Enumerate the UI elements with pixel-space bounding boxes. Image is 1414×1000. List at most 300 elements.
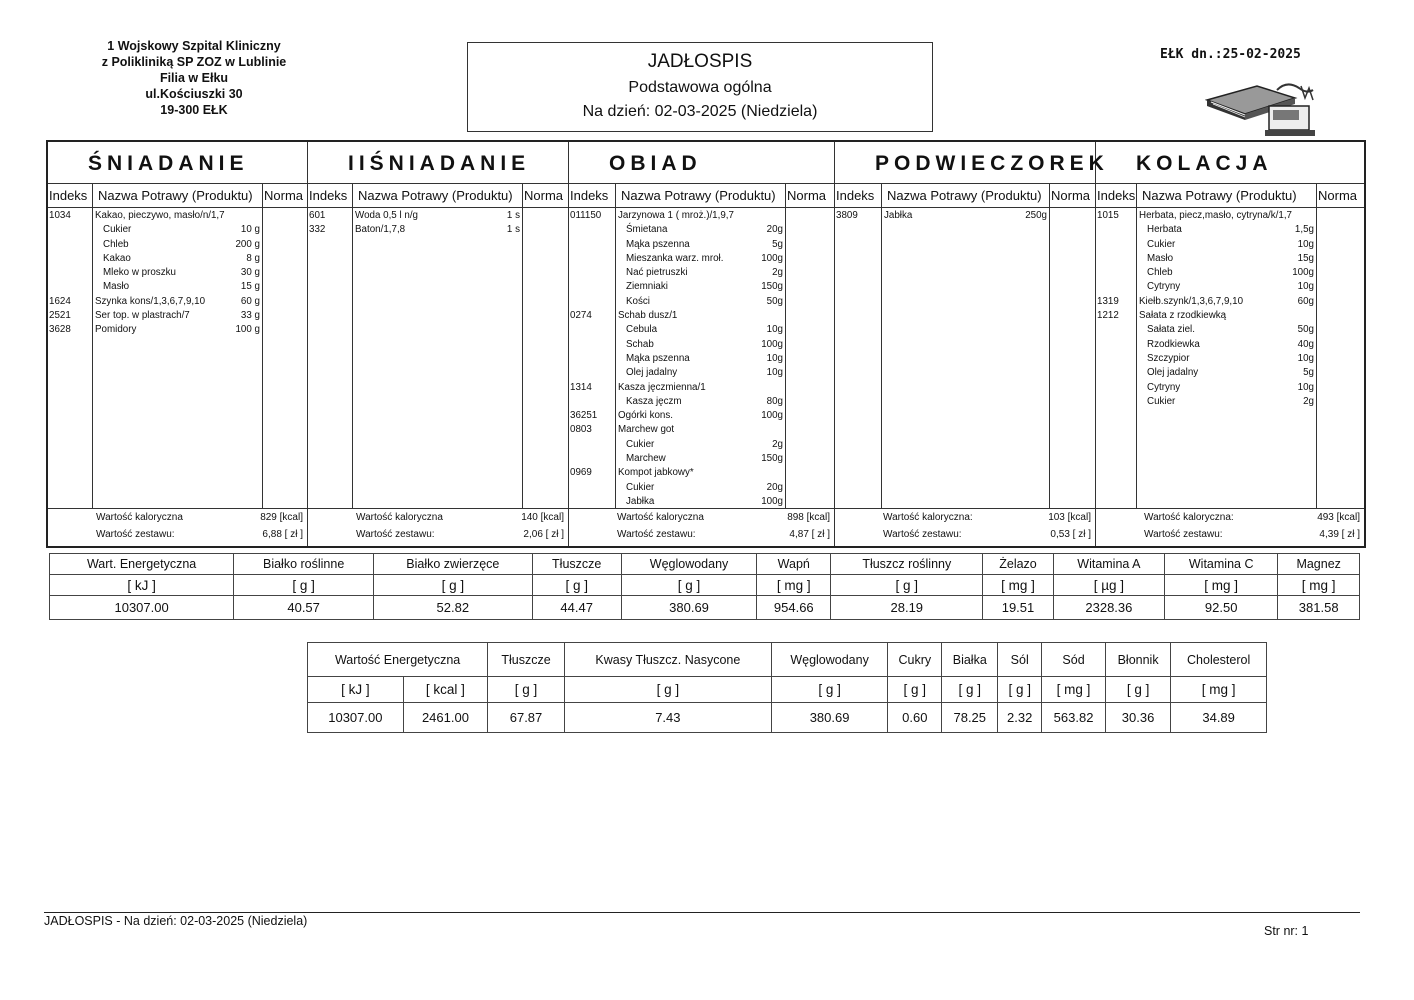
column-header-norm: Norma bbox=[524, 188, 564, 203]
meal-item-row bbox=[1096, 209, 1364, 223]
item-norm: 10g bbox=[1297, 352, 1314, 364]
item-norm: 1 s bbox=[506, 210, 520, 221]
column-header-index: Indeks bbox=[49, 188, 88, 203]
set-cost-row bbox=[835, 526, 1095, 543]
item-index: 332 bbox=[309, 224, 326, 236]
set-cost: 4,39 [ zł ] bbox=[1319, 529, 1360, 540]
meal-item-row bbox=[308, 223, 568, 237]
item-index: 3628 bbox=[49, 324, 71, 336]
meal-item-row bbox=[1096, 238, 1364, 252]
item-norm: 15 g bbox=[240, 281, 260, 293]
item-name: Cytryny bbox=[1147, 281, 1181, 293]
calorie-value-row bbox=[48, 509, 307, 526]
calorie-value-row bbox=[1096, 509, 1364, 526]
meal-item-row bbox=[569, 466, 834, 480]
nutrient-header: Węglowodany bbox=[621, 554, 756, 575]
meal-item-row bbox=[569, 223, 834, 237]
item-name: Pomidory bbox=[95, 324, 137, 336]
meal-item-row bbox=[1096, 381, 1364, 395]
item-index: 3809 bbox=[836, 210, 858, 221]
column-header-norm: Norma bbox=[264, 188, 304, 203]
meal-item-row bbox=[569, 366, 834, 380]
item-norm: 20g bbox=[766, 481, 783, 493]
footer-title: JADŁOSPIS - Na dzień: 02-03-2025 (Niedziela) bbox=[44, 914, 308, 928]
item-name: Szczypior bbox=[1147, 352, 1190, 364]
item-norm: 8 g bbox=[246, 252, 260, 264]
hospital-address bbox=[80, 38, 308, 118]
item-norm: 10g bbox=[766, 367, 783, 379]
item-norm: 250g bbox=[1025, 210, 1047, 221]
item-name: Herbata, piecz,masło, cytryna/k/1,7 bbox=[1139, 210, 1293, 221]
item-index: 011150 bbox=[570, 210, 602, 221]
meal-item-row bbox=[569, 266, 834, 280]
nutrient-unit: [ kJ ] bbox=[308, 677, 404, 703]
item-norm: 150g bbox=[761, 453, 783, 465]
nutrient-unit: [ g ] bbox=[488, 677, 565, 703]
nutrient-value: 563.82 bbox=[1042, 703, 1106, 733]
item-norm: 10g bbox=[1297, 381, 1314, 393]
meal-section bbox=[48, 142, 308, 546]
meal-item-row bbox=[569, 309, 834, 323]
nutrient-unit: [ g ] bbox=[831, 575, 983, 596]
item-name: Olej jadalny bbox=[1147, 367, 1199, 379]
nutrient-value: 10307.00 bbox=[50, 596, 234, 620]
item-name: Cytryny bbox=[1147, 381, 1181, 393]
meal-item-row bbox=[48, 280, 307, 294]
item-name: Chleb bbox=[103, 238, 129, 250]
nutrient-unit: [ mg ] bbox=[1171, 677, 1267, 703]
nutrient-header: Węglowodany bbox=[771, 643, 887, 677]
item-norm: 100 g bbox=[235, 324, 260, 336]
nutrient-unit: [ g ] bbox=[888, 677, 942, 703]
item-name: Masło bbox=[103, 281, 130, 293]
meal-item-row bbox=[1096, 338, 1364, 352]
meal-name: OBIAD bbox=[569, 142, 834, 184]
nutrient-unit: [ g ] bbox=[942, 677, 998, 703]
nutrient-unit: [ mg ] bbox=[1164, 575, 1277, 596]
meal-item-row bbox=[1096, 309, 1364, 323]
meal-item-row bbox=[1096, 352, 1364, 366]
item-name: Rzodkiewka bbox=[1147, 338, 1200, 350]
nutrient-header: Cukry bbox=[888, 643, 942, 677]
meal-summary bbox=[48, 508, 307, 546]
hospital-line: 19-300 EŁK bbox=[160, 103, 228, 117]
item-norm: 50g bbox=[1297, 324, 1314, 336]
meal-item-row bbox=[1096, 366, 1364, 380]
calorie-value-label: Wartość kaloryczna bbox=[617, 512, 704, 523]
book-computer-logo bbox=[1205, 76, 1325, 138]
item-index: 1015 bbox=[1097, 210, 1119, 221]
set-cost-label: Wartość zestawu: bbox=[356, 529, 435, 540]
set-cost-label: Wartość zestawu: bbox=[617, 529, 696, 540]
meal-item-row bbox=[569, 452, 834, 466]
item-name: Jarzynowa 1 ( mroż.)/1,9,7 bbox=[618, 210, 734, 221]
nutrient-header: Sód bbox=[1042, 643, 1106, 677]
meal-name: IIŚNIADANIE bbox=[308, 142, 568, 184]
document-title: JADŁOSPIS bbox=[647, 51, 753, 72]
nutrient-value: 92.50 bbox=[1164, 596, 1277, 620]
item-name: Marchew got bbox=[618, 424, 675, 436]
nutrient-unit: [ g ] bbox=[621, 575, 756, 596]
column-header-row bbox=[308, 184, 568, 208]
item-name: Kasza jęczmienna/1 bbox=[618, 381, 706, 393]
meal-name: ŚNIADANIE bbox=[48, 142, 307, 184]
item-name: Cukier bbox=[626, 438, 655, 450]
nutrient-unit: [ mg ] bbox=[757, 575, 831, 596]
item-norm: 60g bbox=[1297, 295, 1314, 307]
calorie-value: 898 [kcal] bbox=[787, 512, 830, 523]
item-name: Cukier bbox=[626, 481, 655, 493]
item-norm: 200 g bbox=[235, 238, 260, 250]
meal-item-row bbox=[48, 266, 307, 280]
item-name: Kiełb.szynk/1,3,6,7,9,10 bbox=[1139, 295, 1244, 307]
item-name: Śmietana bbox=[626, 224, 668, 236]
item-name: Marchew bbox=[626, 453, 666, 465]
meal-item-row bbox=[1096, 266, 1364, 280]
calorie-value: 829 [kcal] bbox=[260, 512, 303, 523]
nutrient-unit: [ g ] bbox=[1105, 677, 1170, 703]
nutrient-header: Sól bbox=[998, 643, 1042, 677]
nutrient-unit: [ mg ] bbox=[1042, 677, 1106, 703]
set-cost-label: Wartość zestawu: bbox=[1144, 529, 1223, 540]
nutrient-header: Cholesterol bbox=[1171, 643, 1267, 677]
meal-item-row bbox=[569, 352, 834, 366]
calorie-value-row bbox=[569, 509, 834, 526]
set-cost-row bbox=[308, 526, 568, 543]
column-divider bbox=[1049, 184, 1050, 508]
nutrient-value: 7.43 bbox=[564, 703, 771, 733]
item-name: Kości bbox=[626, 295, 650, 307]
meal-item-row bbox=[569, 381, 834, 395]
item-name: Olej jadalny bbox=[626, 367, 678, 379]
nutrient-value: 52.82 bbox=[374, 596, 533, 620]
nutrient-header: Białko roślinne bbox=[234, 554, 374, 575]
meal-item-row bbox=[569, 252, 834, 266]
meal-item-row bbox=[569, 409, 834, 423]
column-header-row bbox=[569, 184, 834, 208]
item-name: Sałata z rzodkiewką bbox=[1139, 310, 1227, 322]
hospital-line: ul.Kościuszki 30 bbox=[145, 87, 243, 101]
column-header-index: Indeks bbox=[570, 188, 609, 203]
nutrient-unit: [ g ] bbox=[532, 575, 621, 596]
meal-item-row bbox=[48, 323, 307, 337]
column-header-name: Nazwa Potrawy (Produktu) bbox=[621, 188, 776, 203]
meal-items bbox=[308, 209, 568, 238]
meal-summary bbox=[308, 508, 568, 546]
item-index: 0274 bbox=[570, 310, 592, 322]
calorie-value-label: Wartość kaloryczna: bbox=[883, 512, 973, 523]
meal-name: PODWIECZOREK bbox=[835, 142, 1095, 184]
nutrient-header: Białka bbox=[942, 643, 998, 677]
title-box bbox=[467, 42, 933, 132]
calorie-value: 103 [kcal] bbox=[1048, 512, 1091, 523]
nutrient-value: 34.89 bbox=[1171, 703, 1267, 733]
meal-item-row bbox=[1096, 223, 1364, 237]
item-name: Chleb bbox=[1147, 267, 1173, 279]
meal-item-row bbox=[569, 238, 834, 252]
meals-table bbox=[46, 140, 1366, 548]
meal-item-row bbox=[569, 438, 834, 452]
item-index: 1319 bbox=[1097, 295, 1119, 307]
nutrient-value: 0.60 bbox=[888, 703, 942, 733]
calorie-value-label: Wartość kaloryczna bbox=[356, 512, 443, 523]
item-name: Cukier bbox=[103, 224, 132, 236]
calorie-value: 140 [kcal] bbox=[521, 512, 564, 523]
set-cost: 0,53 [ zł ] bbox=[1050, 529, 1091, 540]
meal-item-row bbox=[48, 295, 307, 309]
nutrient-unit: [ g ] bbox=[564, 677, 771, 703]
issue-date: EŁK dn.:25-02-2025 bbox=[1160, 47, 1301, 62]
nutrient-header: Witamina C bbox=[1164, 554, 1277, 575]
calorie-value-label: Wartość kaloryczna bbox=[96, 512, 183, 523]
nutrient-unit: [ µg ] bbox=[1053, 575, 1164, 596]
set-cost-label: Wartość zestawu: bbox=[883, 529, 962, 540]
nutrient-value: 10307.00 bbox=[308, 703, 404, 733]
nutrient-header: Białko zwierzęce bbox=[374, 554, 533, 575]
set-cost: 4,87 [ zł ] bbox=[789, 529, 830, 540]
meal-item-row bbox=[835, 209, 1095, 223]
item-name: Nać pietruszki bbox=[626, 267, 688, 279]
item-name: Mieszanka warz. mroł. bbox=[626, 252, 724, 264]
item-index: 1314 bbox=[570, 381, 592, 393]
item-norm: 100g bbox=[1292, 267, 1314, 279]
item-index: 1212 bbox=[1097, 310, 1119, 322]
column-header-name: Nazwa Potrawy (Produktu) bbox=[887, 188, 1042, 203]
nutrient-value: 2461.00 bbox=[403, 703, 487, 733]
item-name: Ziemniaki bbox=[626, 281, 668, 293]
meal-items bbox=[569, 209, 834, 509]
nutrient-value: 40.57 bbox=[234, 596, 374, 620]
item-name: Cukier bbox=[1147, 395, 1176, 407]
item-name: Jabłka bbox=[884, 210, 913, 221]
meal-section bbox=[569, 142, 835, 546]
calorie-value-label: Wartość kaloryczna: bbox=[1144, 512, 1234, 523]
hospital-line: z Polikliniką SP ZOZ w Lublinie bbox=[101, 55, 287, 69]
set-cost: 2,06 [ zł ] bbox=[523, 529, 564, 540]
meal-name: KOLACJA bbox=[1096, 142, 1364, 184]
nutrient-header: Wart. Energetyczna bbox=[50, 554, 234, 575]
item-norm: 10g bbox=[766, 352, 783, 364]
nutrient-header: Tłuszcz roślinny bbox=[831, 554, 983, 575]
nutrition-table-1 bbox=[49, 553, 1360, 620]
meal-item-row bbox=[48, 252, 307, 266]
item-name: Mąka pszenna bbox=[626, 238, 690, 250]
diet-name: Podstawowa ogólna bbox=[628, 79, 772, 96]
nutrient-value: 28.19 bbox=[831, 596, 983, 620]
nutrient-value: 67.87 bbox=[488, 703, 565, 733]
meal-item-row bbox=[1096, 252, 1364, 266]
item-norm: 2g bbox=[772, 438, 783, 450]
item-norm: 40g bbox=[1297, 338, 1314, 350]
item-name: Herbata bbox=[1147, 224, 1182, 236]
column-header-name: Nazwa Potrawy (Produktu) bbox=[358, 188, 513, 203]
nutrient-header: Kwasy Tłuszcz. Nasycone bbox=[564, 643, 771, 677]
item-name: Cebula bbox=[626, 324, 658, 336]
meal-items bbox=[1096, 209, 1364, 409]
meal-item-row bbox=[1096, 395, 1364, 409]
item-norm: 100g bbox=[761, 495, 783, 507]
item-name: Szynka kons/1,3,6,7,9,10 bbox=[95, 295, 206, 307]
column-header-index: Indeks bbox=[836, 188, 875, 203]
meal-items bbox=[48, 209, 307, 338]
item-index: 601 bbox=[309, 210, 326, 221]
set-cost-row bbox=[48, 526, 307, 543]
item-norm: 30 g bbox=[240, 267, 260, 279]
meal-item-row bbox=[48, 223, 307, 237]
nutrient-value: 30.36 bbox=[1105, 703, 1170, 733]
nutrient-header: Wapń bbox=[757, 554, 831, 575]
meal-item-row bbox=[1096, 323, 1364, 337]
nutrient-unit: [ mg ] bbox=[1278, 575, 1360, 596]
nutrient-value: 19.51 bbox=[983, 596, 1054, 620]
set-cost-row bbox=[569, 526, 834, 543]
page-number: Str nr: 1 bbox=[1264, 924, 1309, 938]
item-name: Jabłka bbox=[626, 495, 655, 507]
hospital-line: 1 Wojskowy Szpital Kliniczny bbox=[107, 39, 281, 53]
nutrient-header: Witamina A bbox=[1053, 554, 1164, 575]
meal-item-row bbox=[569, 338, 834, 352]
meal-item-row bbox=[569, 280, 834, 294]
nutrient-header: Błonnik bbox=[1105, 643, 1170, 677]
nutrient-header: Tłuszcze bbox=[532, 554, 621, 575]
item-index: 0969 bbox=[570, 467, 592, 479]
column-divider bbox=[881, 184, 882, 508]
nutrient-unit: [ mg ] bbox=[983, 575, 1054, 596]
nutrient-value: 380.69 bbox=[621, 596, 756, 620]
column-header-name: Nazwa Potrawy (Produktu) bbox=[1142, 188, 1297, 203]
meal-item-row bbox=[569, 295, 834, 309]
meal-item-row bbox=[1096, 295, 1364, 309]
item-norm: 5g bbox=[1303, 367, 1314, 379]
meal-section bbox=[308, 142, 569, 546]
nutrient-unit: [ g ] bbox=[998, 677, 1042, 703]
item-index: 2521 bbox=[49, 310, 71, 322]
meal-summary bbox=[835, 508, 1095, 546]
nutrient-unit: [ g ] bbox=[771, 677, 887, 703]
set-cost-row bbox=[1096, 526, 1364, 543]
nutrient-unit: [ kJ ] bbox=[50, 575, 234, 596]
item-norm: 15g bbox=[1297, 252, 1314, 264]
column-header-norm: Norma bbox=[1318, 188, 1358, 203]
meal-items bbox=[835, 209, 1095, 223]
meal-item-row bbox=[1096, 280, 1364, 294]
calorie-value-row bbox=[308, 509, 568, 526]
item-norm: 33 g bbox=[240, 310, 260, 322]
item-norm: 1 s bbox=[506, 224, 520, 236]
item-norm: 2g bbox=[1303, 395, 1314, 407]
calorie-value-row bbox=[835, 509, 1095, 526]
item-name: Schab dusz/1 bbox=[618, 310, 678, 322]
item-norm: 20g bbox=[766, 224, 783, 236]
set-cost: 6,88 [ zł ] bbox=[262, 529, 303, 540]
item-norm: 150g bbox=[761, 281, 783, 293]
meal-item-row bbox=[48, 209, 307, 223]
item-name: Ogórki kons. bbox=[618, 410, 673, 422]
item-norm: 100g bbox=[761, 338, 783, 350]
column-header-row bbox=[48, 184, 307, 208]
item-norm: 100g bbox=[761, 252, 783, 264]
item-name: Baton/1,7,8 bbox=[355, 224, 406, 236]
meal-item-row bbox=[569, 395, 834, 409]
item-name: Kompot jabkowy* bbox=[618, 467, 694, 479]
meal-section bbox=[1096, 142, 1364, 546]
nutrient-header: Tłuszcze bbox=[488, 643, 565, 677]
item-name: Ser top. w plastrach/7 bbox=[95, 310, 190, 322]
nutrient-value: 2.32 bbox=[998, 703, 1042, 733]
item-index: 1624 bbox=[49, 295, 71, 307]
item-name: Kakao bbox=[103, 252, 131, 264]
menu-day: Na dzień: 02-03-2025 (Niedziela) bbox=[582, 103, 818, 120]
item-name: Kakao, pieczywo, masło/n/1,7 bbox=[95, 210, 225, 221]
nutrition-table-2 bbox=[307, 642, 1267, 733]
item-norm: 10g bbox=[1297, 238, 1314, 250]
nutrient-header: Wartość Energetyczna bbox=[308, 643, 488, 677]
nutrient-value: 380.69 bbox=[771, 703, 887, 733]
item-name: Kasza jęczm bbox=[626, 395, 682, 407]
nutrient-value: 2328.36 bbox=[1053, 596, 1164, 620]
item-name: Mleko w proszku bbox=[103, 267, 176, 279]
item-norm: 10 g bbox=[240, 224, 260, 236]
meal-summary bbox=[1096, 508, 1364, 546]
item-norm: 5g bbox=[772, 238, 783, 250]
set-cost-label: Wartość zestawu: bbox=[96, 529, 175, 540]
meal-item-row bbox=[569, 323, 834, 337]
nutrient-header: Żelazo bbox=[983, 554, 1054, 575]
column-header-row bbox=[835, 184, 1095, 208]
meal-item-row bbox=[308, 209, 568, 223]
item-name: Woda 0,5 l n/g bbox=[355, 210, 418, 221]
item-name: Schab bbox=[626, 338, 654, 350]
item-norm: 10g bbox=[766, 324, 783, 336]
item-norm: 60 g bbox=[240, 295, 260, 307]
footer-rule bbox=[44, 912, 1360, 913]
item-norm: 2g bbox=[772, 267, 783, 279]
item-norm: 80g bbox=[766, 395, 783, 407]
nutrient-value: 44.47 bbox=[532, 596, 621, 620]
column-header-index: Indeks bbox=[1097, 188, 1136, 203]
meal-item-row bbox=[569, 423, 834, 437]
nutrient-unit: [ g ] bbox=[234, 575, 374, 596]
meal-item-row bbox=[569, 209, 834, 223]
item-name: Sałata ziel. bbox=[1147, 324, 1195, 336]
nutrient-header: Magnez bbox=[1278, 554, 1360, 575]
calorie-value: 493 [kcal] bbox=[1317, 512, 1360, 523]
meal-item-row bbox=[569, 481, 834, 495]
item-norm: 1,5g bbox=[1294, 224, 1314, 236]
item-name: Masło bbox=[1147, 252, 1174, 264]
nutrient-value: 78.25 bbox=[942, 703, 998, 733]
meal-item-row bbox=[48, 238, 307, 252]
column-header-norm: Norma bbox=[787, 188, 827, 203]
item-index: 1034 bbox=[49, 210, 71, 221]
hospital-line: Filia w Ełku bbox=[159, 71, 229, 85]
meal-item-row bbox=[48, 309, 307, 323]
column-header-norm: Norma bbox=[1051, 188, 1091, 203]
item-norm: 10g bbox=[1297, 281, 1314, 293]
item-norm: 50g bbox=[766, 295, 783, 307]
nutrient-value: 381.58 bbox=[1278, 596, 1360, 620]
item-index: 36251 bbox=[570, 410, 598, 422]
nutrient-unit: [ g ] bbox=[374, 575, 533, 596]
column-header-index: Indeks bbox=[309, 188, 348, 203]
column-header-name: Nazwa Potrawy (Produktu) bbox=[98, 188, 253, 203]
item-index: 0803 bbox=[570, 424, 592, 436]
meal-summary bbox=[569, 508, 834, 546]
nutrient-value: 954.66 bbox=[757, 596, 831, 620]
item-name: Mąka pszenna bbox=[626, 352, 690, 364]
item-norm: 100g bbox=[761, 410, 783, 422]
item-name: Cukier bbox=[1147, 238, 1176, 250]
